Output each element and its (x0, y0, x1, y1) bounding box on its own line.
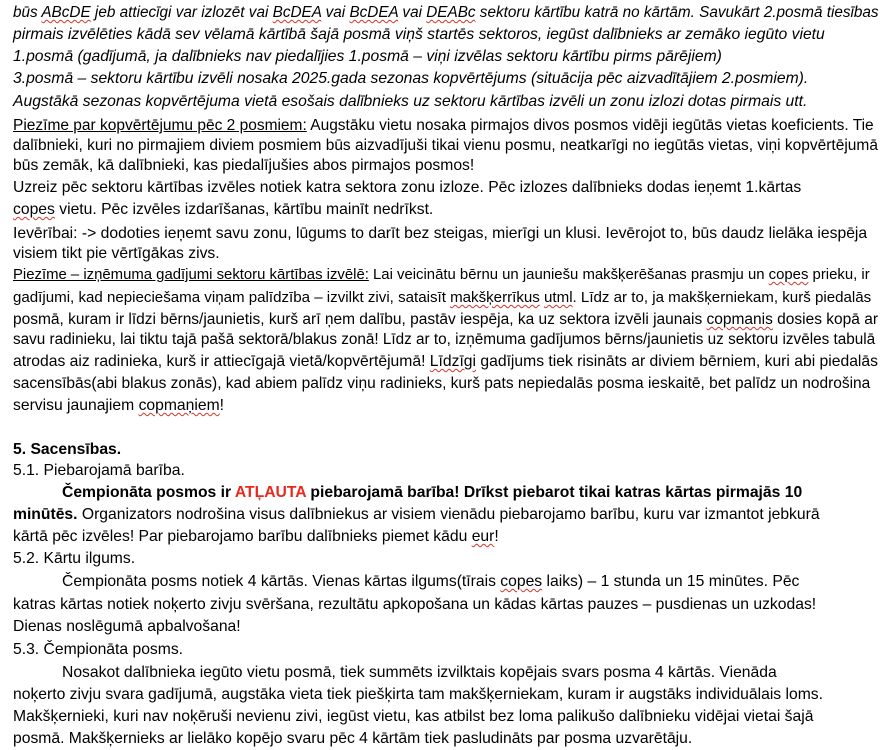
spellcheck-word[interactable]: BcDEA (349, 4, 399, 21)
spellcheck-word[interactable]: eur (471, 528, 495, 545)
text-run: Čempionāta posmos ir (62, 484, 235, 501)
text-run: Augstāku vietu nosaka pirmajos divos posmos vidēji iegūtās vietas koeficients. Tie (306, 117, 874, 134)
text-run: Organizators nodrošina visus dalībniekus ar visiem vienādu piebarojamo barību, kuru var izmantot jebkurā (77, 506, 820, 523)
intro-line-5: Augstākā sezonas kopvērtējuma vietā esošais dalībnieks uz sektoru kārtības izvēli un zonu izlozi dotas pirmais utt. (13, 93, 808, 110)
intro-line-2: pirmais izvēlēties kādā sev vēlamā kārtībā šajā posmā viņš startēs sektoros, iegūst dalībnieks ar zemāko iegūto vietu (13, 26, 825, 43)
note-overall-line-2: dalībnieki, kuri no pirmajiem diviem posmiem būs aizvadījuši tikai vienu posmu, neatkarīgi no iegūtās vietas, viņi kopvērtējumā (13, 137, 878, 154)
spellcheck-word[interactable]: BcDEA (272, 4, 322, 21)
spellcheck-word[interactable]: DEABc (426, 4, 476, 21)
spellcheck-word[interactable]: copmanis (706, 311, 773, 328)
text-run: servisu jaunajiem (13, 397, 139, 414)
text-run: būs (13, 4, 42, 21)
note-exceptions-line-4: savu radinieku, lai tiktu tajā pašā sektorā/blakus zonā! Līdz ar to, izņēmuma gadījumos bērns/jaunietis uz sektoru izvēles tabulā (13, 331, 876, 348)
text-run: Čempionāta posms notiek 4 kārtās. Vienas kārtas ilgums(tīrais (62, 573, 501, 590)
feed-line-1 (62, 483, 802, 502)
text-run: . Līdz ar to, ja makšķerniekam, kurš piedalās (572, 289, 872, 306)
feed-line-2 (13, 505, 820, 524)
rounds-line-3: Dienas noslēgumā apbalvošana! (13, 618, 241, 635)
note-exceptions-line-1 (13, 266, 870, 285)
note-exceptions-line-3 (13, 310, 878, 329)
section-5-2-heading: 5.2. Kārtu ilgums. (13, 550, 136, 567)
text-run: dosies kopā ar (772, 311, 878, 328)
stage-line-2: noķerto zivju svara gadījumā, augstāka vieta tiek piešķirta tam makšķerniekam, kuram ir augstāks individuālais loms. (13, 686, 823, 703)
section-5-3-heading: 5.3. Čempionāta posms. (13, 641, 184, 658)
text-run: vai (321, 4, 350, 21)
rounds-line-1 (62, 572, 799, 591)
text-run: posmā, kuram ir līdzi bērns/jaunietis, kurš arī ņem dalību, pastāv iespēja, ka uz sektora izvēli jaunais (13, 311, 707, 328)
intro-line-1 (13, 3, 879, 22)
note-label: Piezīme – izņēmuma gadījumi sektoru kārtības izvēlē: (13, 267, 369, 283)
text-run: piebarojamā barība! Drīkst piebarot tikai katras kārtas pirmajās 10 (306, 484, 803, 501)
spellcheck-word[interactable]: copes (500, 573, 543, 590)
spellcheck-word[interactable]: makšķerrīkus (450, 289, 540, 306)
note-overall-line-3: būs zemāk, kā dalībnieki, kas piedalījušies abos pirmajos posmos! (13, 157, 475, 174)
attention-line-1: Ievērībai: -> dodoties ieņemt savu zonu, lūgums to darīt bez steigas, mierīgi un klusi. Ievērojot to, būs daudz lielāka iespēja (13, 225, 868, 242)
note-overall-line-1 (13, 116, 874, 135)
spellcheck-word[interactable]: copmaņiem (138, 397, 220, 414)
text-run-bold: minūtēs. (13, 506, 78, 523)
stage-line-4: posmā. Makšķernieks ar lielāko kopējo svaru pēc 4 kārtām tiek pasludināts par posma uzvarētāju. (13, 730, 693, 747)
text-run: kārtā pēc izvēles! Par piebarojamo barību dalībnieks piemet kādu (13, 528, 472, 545)
text-run: atrodas aiz radinieka, kurš ir attiecīgajā vietā/kopvērtējumā! (13, 353, 430, 370)
text-run: ! (494, 528, 499, 545)
note-exceptions-line-5 (13, 352, 878, 371)
attention-line-2: visiem tikt pie vērtīgākas zivs. (13, 245, 220, 262)
text-run: gadījums tiek risināts ar diviem bērniem, kuri abi piedalās (476, 353, 878, 370)
stage-line-3: Makšķernieki, kuri nav noķēruši nevienu zivi, iegūst vietu, kas atbilst bez loma palikušo dalībnieku vidējai vietai šajā (13, 708, 814, 725)
allowed-highlight: ATĻAUTA (234, 484, 307, 501)
section-5-heading: 5. Sacensības. (13, 441, 122, 458)
text-run: gadījumi, kad nepieciešama viņam palīdzība – izvilkt zivi, sataisīt (13, 289, 451, 306)
zone-line-1: Uzreiz pēc sektoru kārtības izvēles notiek katra sektora zonu izloze. Pēc izlozes dalībnieks dodas ieņemt 1.kārtas (13, 179, 802, 196)
text-run: Lai veicinātu bērnu un jauniešu makšķerēšanas prasmju un (368, 267, 769, 283)
text-run: jeb attiecīgi var izlozēt vai (90, 4, 273, 21)
intro-line-4: 3.posmā – sektoru kārtību izvēli nosaka 2025.gada sezonas kopvērtējums (situācija pēc aizvadītājiem 2.posmiem). (13, 70, 809, 87)
text-run: sektoru kārtību katrā no kārtām. Savukārt 2.posmā tiesības (475, 4, 879, 21)
note-exceptions-line-6: sacensībās(abi blakus zonās), kad abiem palīdz viņu radinieks, kurš pats nepiedalās posma ieskaitē, bet palīdz un nodrošina (13, 375, 871, 392)
spellcheck-word[interactable]: utml (544, 289, 573, 306)
feed-line-3 (13, 527, 499, 546)
intro-line-3: 1.posmā (gadījumā, ja dalībnieks nav piedalījies 1.posmā – viņi izvēlas sektoru kārtību pirms pārējiem) (13, 48, 722, 65)
text-run: vai (398, 4, 427, 21)
rounds-line-2: katras kārtas notiek noķerto zivju svēršana, rezultātu apkopošana un kādas kārtas pauzes – pusdienas un uzkodas! (13, 596, 817, 613)
spellcheck-word[interactable]: copes (13, 201, 55, 218)
text-run: ! (219, 397, 225, 414)
section-5-1-heading: 5.1. Piebarojamā barība. (13, 462, 185, 479)
text-run: prieku, ir (808, 267, 870, 283)
note-exceptions-line-7 (13, 396, 224, 415)
text-run: laiks) – 1 stunda un 15 minūtes. Pēc (542, 573, 800, 590)
note-exceptions-line-2 (13, 288, 871, 307)
spellcheck-word[interactable]: Līdzīgi (429, 353, 477, 370)
text-run: vietu. Pēc izvēles izdarīšanas, kārtību mainīt nedrīkst. (54, 201, 434, 218)
spellcheck-word[interactable]: copes (768, 267, 809, 283)
stage-line-1: Nosakot dalībnieka iegūto vietu posmā, tiek summēts izvilktais kopējais svars posma 4 kārtās. Vienāda (62, 664, 777, 681)
note-label: Piezīme par kopvērtējumu pēc 2 posmiem: (13, 117, 307, 134)
zone-line-2 (13, 200, 433, 219)
spellcheck-word[interactable]: ABcDE (41, 4, 91, 21)
